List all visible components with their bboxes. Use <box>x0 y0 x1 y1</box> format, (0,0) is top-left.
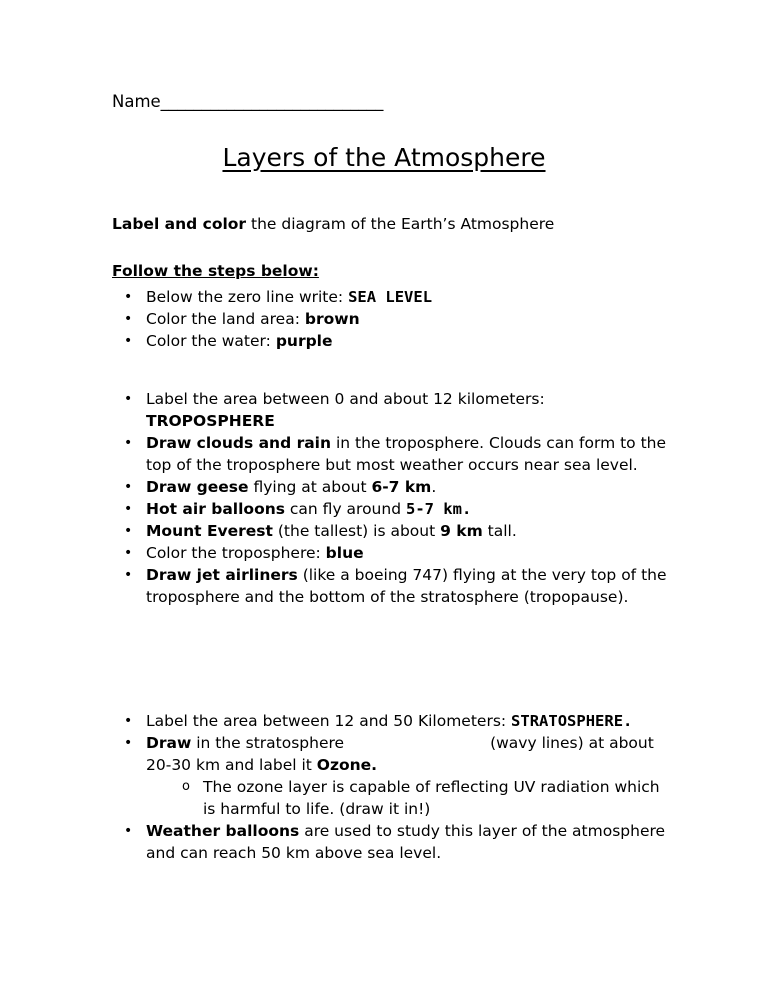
list-item: • Weather balloons are used to study this layer of the atmosphere and can reach 50 km above sea level. <box>124 822 666 862</box>
bullet-icon: • <box>124 479 133 495</box>
bullet-icon: • <box>124 289 133 305</box>
list-item: • Mount Everest (the tallest) is about 9 km tall. <box>124 522 517 540</box>
instruction-bold: Label and color <box>112 215 247 233</box>
bullet-icon: • <box>124 311 133 327</box>
steps-heading: Follow the steps below: <box>112 262 319 280</box>
list-item: • Below the zero line write: SEA LEVEL <box>124 288 433 306</box>
list-item: • Color the troposphere: blue <box>124 544 364 562</box>
list-item: • Hot air balloons can fly around 5-7 km. <box>124 500 472 518</box>
instruction-line <box>112 215 554 233</box>
list-item: • Draw clouds and rain in the troposphere. Clouds can form to the top of the troposphere but most weather occurs near sea level. <box>124 434 667 474</box>
bullet-icon: • <box>124 333 133 349</box>
bullet-icon: • <box>124 545 133 561</box>
list-item: • Draw geese flying at about 6-7 km. <box>124 478 437 496</box>
bullet-icon: • <box>124 435 133 451</box>
steps-list-troposphere <box>0 388 768 608</box>
bullet-icon: • <box>124 391 133 407</box>
hollow-bullet-icon: o <box>182 779 190 794</box>
page-title: Layers of the Atmosphere <box>222 143 546 172</box>
list-item: • Color the water: purple <box>124 332 333 350</box>
list-item: • Label the area between 12 and 50 Kilometers: STRATOSPHERE. <box>124 712 633 730</box>
bullet-icon: • <box>124 713 133 729</box>
bullet-icon: • <box>124 567 133 583</box>
steps-list-stratosphere <box>0 710 768 864</box>
instruction-text: the diagram of the Earth’s Atmosphere <box>246 215 555 233</box>
bullet-icon: • <box>124 523 133 539</box>
list-item: • Draw jet airliners (like a boeing 747) flying at the very top of the troposphere and the bottom of the stratosphere (tropopause). <box>124 566 667 606</box>
bullet-icon: • <box>124 735 133 751</box>
sub-list-item: o The ozone layer is capable of reflecting UV radiation which is harmful to life. (draw it in!) <box>182 778 660 818</box>
list-item: • Draw in the stratosphere (wavy lines) at about 20-30 km and label it Ozone. <box>124 734 654 774</box>
bullet-icon: • <box>124 823 133 839</box>
name-field[interactable]: Name___________________________ <box>112 92 384 111</box>
list-item: • Label the area between 0 and about 12 kilometers: TROPOSPHERE <box>124 390 545 430</box>
bullet-icon: • <box>124 501 133 517</box>
list-item: • Color the land area: brown <box>124 310 360 328</box>
steps-list-basic <box>0 286 768 352</box>
